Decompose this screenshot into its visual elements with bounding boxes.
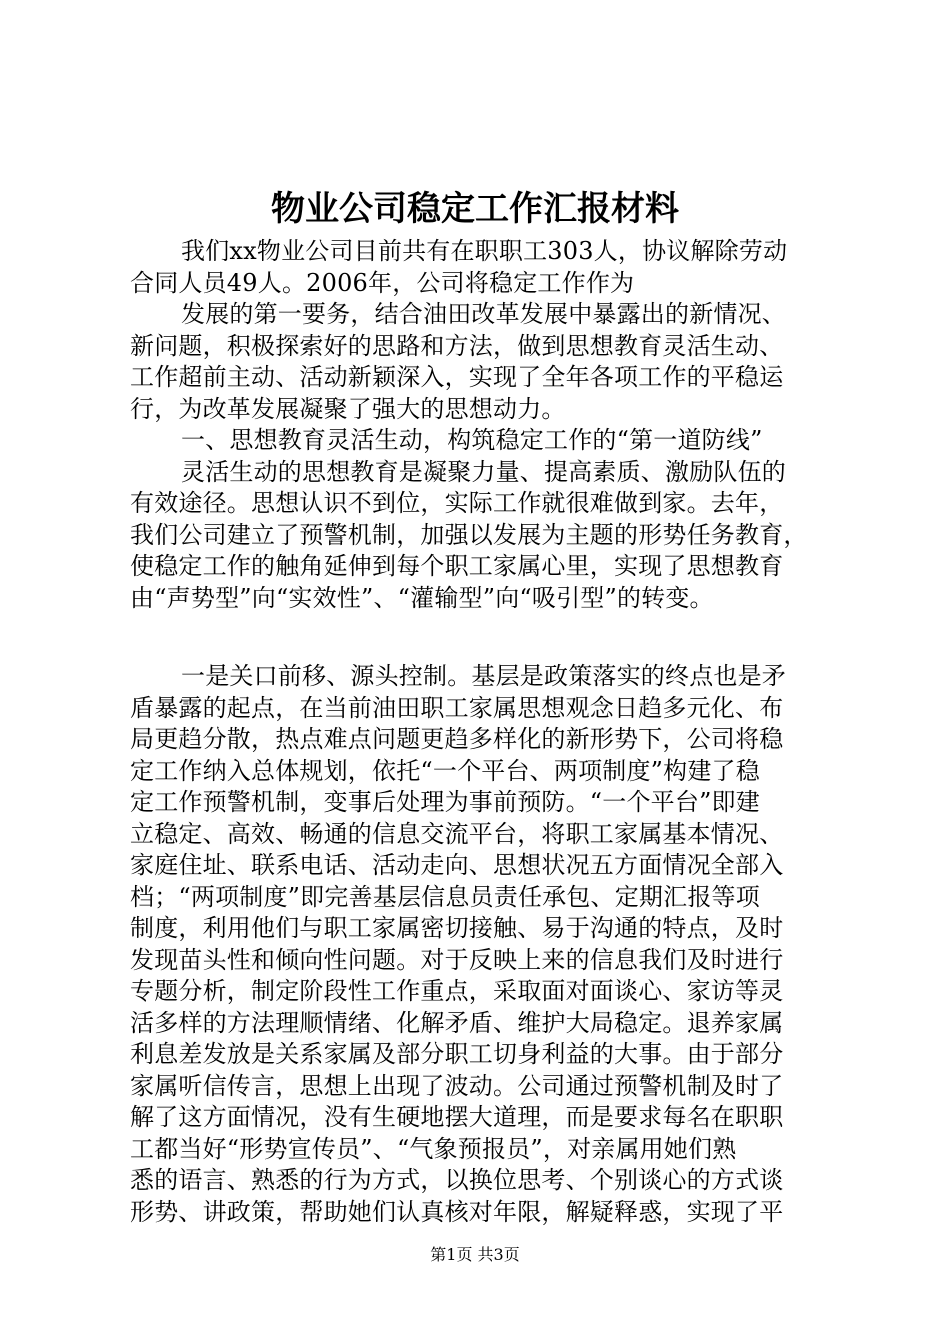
text-line: 发现苗头性和倾向性问题。对于反映上来的信息我们及时进行 — [130, 945, 784, 974]
text-line: 合同人员49人。2006年，公司将稳定工作作为 — [130, 268, 635, 297]
text-line: 灵活生动的思想教育是凝聚力量、提高素质、激励队伍的 — [181, 457, 786, 486]
text-line: 一、思想教育灵活生动，构筑稳定工作的“第一道防线” — [181, 426, 763, 454]
text-line: 我们xx物业公司目前共有在职职工303人，协议解除劳动 — [181, 237, 788, 265]
text-line: 使稳定工作的触角延伸到每个职工家属心里，实现了思想教育 — [130, 552, 784, 580]
text-line: 定工作纳入总体规划，依托“一个平台、两项制度”构建了稳 — [130, 756, 760, 785]
document-title: 物业公司稳定工作汇报材料 — [271, 189, 679, 229]
text-line: 档；“两项制度”即完善基层信息员责任承包、定期汇报等项 — [130, 882, 760, 911]
blank-line — [130, 614, 830, 661]
text-line: 家属听信传言，思想上出现了波动。公司通过预警机制及时了 — [130, 1071, 784, 1100]
text-line: 行，为改革发展凝聚了强大的思想动力。 — [130, 394, 566, 423]
page-footer: 第1页 共3页 — [430, 1245, 520, 1264]
text-line: 专题分析，制定阶段性工作重点，采取面对面谈心、家访等灵 — [130, 977, 784, 1005]
text-line: 利息差发放是关系家属及部分职工切身利益的大事。由于部分 — [130, 1040, 784, 1068]
text-line: 工作超前主动、活动新颖深入，实现了全年各项工作的平稳运 — [130, 363, 784, 391]
text-line: 悉的语言、熟悉的行为方式，以换位思考、个别谈心的方式谈 — [130, 1166, 784, 1194]
text-line: 家庭住址、联系电话、活动走向、思想状况五方面情况全部入 — [130, 851, 784, 879]
text-line: 解了这方面情况，没有生硬地摆大道理，而是要求每名在职职 — [130, 1103, 784, 1131]
document-body — [130, 236, 830, 1228]
text-line: 发展的第一要务，结合油田改革发展中暴露出的新情况、 — [181, 300, 786, 328]
text-line: 制度，利用他们与职工家属密切接触、易于沟通的特点，及时 — [130, 914, 784, 942]
text-line: 立稳定、高效、畅通的信息交流平台，将职工家属基本情况、 — [130, 819, 784, 848]
text-line: 定工作预警机制，变事后处理为事前预防。“一个平台”即建 — [130, 788, 760, 816]
text-line: 形势、讲政策，帮助她们认真核对年限，解疑释惑，实现了平 — [130, 1197, 784, 1226]
text-line: 我们公司建立了预警机制，加强以发展为主题的形势任务教育， — [130, 520, 808, 549]
text-line: 一是关口前移、源头控制。基层是政策落实的终点也是矛 — [181, 662, 786, 690]
text-line: 局更趋分散，热点难点问题更趋多样化的新形势下，公司将稳 — [130, 725, 784, 753]
text-line: 工都当好“形势宣传员”、“气象预报员”，对亲属用她们熟 — [130, 1134, 737, 1163]
text-line: 有效途径。思想认识不到位，实际工作就很难做到家。去年， — [130, 489, 784, 517]
text-line: 由“声势型”向“实效性”、“灌输型”向“吸引型”的转变。 — [130, 583, 714, 612]
text-line: 新问题，积极探索好的思路和方法，做到思想教育灵活生动、 — [130, 331, 784, 360]
text-line: 盾暴露的起点，在当前油田职工家属思想观念日趋多元化、布 — [130, 693, 784, 722]
text-line: 活多样的方法理顺情绪、化解矛盾、维护大局稳定。退养家属 — [130, 1008, 784, 1037]
